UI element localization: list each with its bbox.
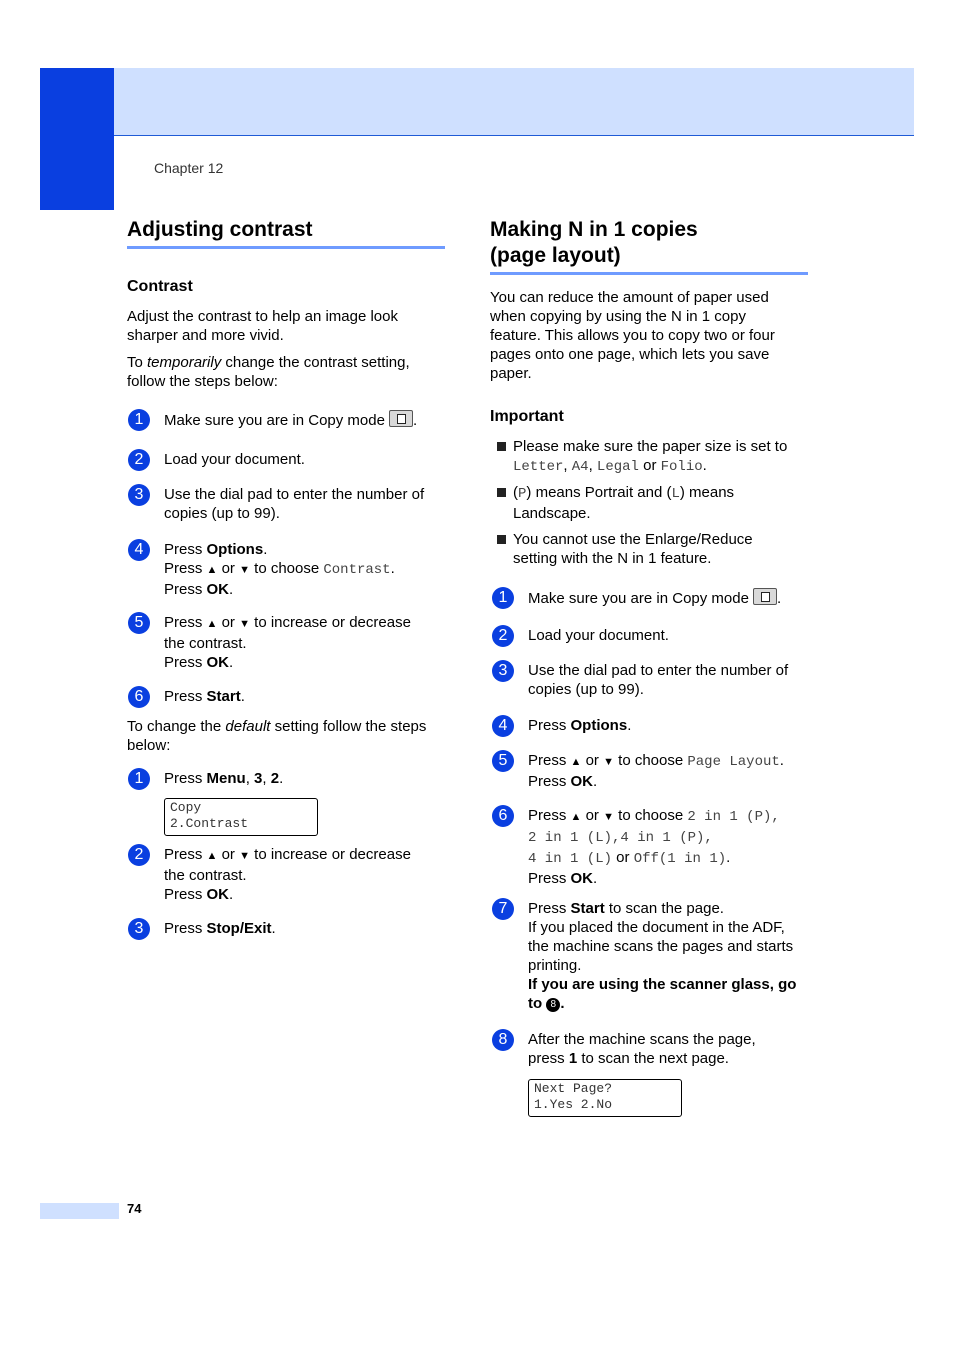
nin1-step-1 [492,587,782,609]
copy-mode-icon [753,588,777,605]
up-arrow-icon: ▲ [206,618,218,630]
up-arrow-icon: ▲ [206,564,218,576]
bullet-square-icon [497,535,506,544]
nin1-step-7 [492,898,797,1012]
down-arrow-icon: ▼ [239,564,250,576]
step-text: Make sure you are in Copy mode . [164,412,418,429]
step-number: 3 [492,660,514,682]
step-text: Press Stop/Exit. [164,920,276,937]
heading-rule [490,272,808,275]
down-arrow-icon: ▼ [239,850,250,862]
step-number: 2 [492,625,514,647]
step-text: Press ▲ or ▼ to choose Page Layout. Press OK. [528,752,784,790]
nin1-step-6 [492,805,780,887]
step-text: Press Start to scan the page. If you placed the document in the ADF, the machine scans the pages and starts printing. If you are using the scanner glass, go to 8 . [528,900,797,1012]
heading-rule [127,246,445,249]
up-arrow-icon: ▲ [570,811,582,823]
step-number: 4 [492,715,514,737]
nin1-step-4 [492,715,632,737]
step-text: Use the dial pad to enter the number of copies (up to 99). [164,486,425,522]
step-6 [128,686,245,708]
step-number: 3 [128,918,150,940]
nin1-step-3 [492,660,789,698]
step-number: 4 [128,539,150,561]
step-8-reference-icon: 8 [546,998,560,1012]
step-text: Press Menu, 3, 2. [164,770,284,787]
temporary-paragraph: To temporarily change the contrast setting, follow the steps below: [127,354,410,390]
step-text: Load your document. [164,451,305,468]
page-number: 74 [127,1201,142,1216]
lcd-display-next-page: Next Page? 1.Yes 2.No [528,1079,682,1117]
step-text: Press ▲ or ▼ to increase or decrease the contrast. Press OK. [164,846,411,903]
header-band [40,68,914,136]
step-number: 6 [492,805,514,827]
down-arrow-icon: ▼ [603,756,614,768]
section-title-line-1: Making N in 1 copies [490,218,698,241]
step-number: 2 [128,449,150,471]
step-2 [128,449,305,471]
chapter-tab [40,68,114,210]
intro-paragraph: Adjust the contrast to help an image look sharper and more vivid. [127,308,398,344]
step-text: Press Start. [164,688,245,705]
default-paragraph: To change the default setting follow the steps below: [127,718,427,754]
default-step-1 [128,768,284,790]
step-text: Make sure you are in Copy mode . [528,590,782,607]
step-text: After the machine scans the page, press 1 to scan the next page. [528,1031,756,1067]
lcd-display-contrast: Copy 2.Contrast [164,798,318,836]
step-number: 2 [128,844,150,866]
step-5 [128,612,411,671]
right-section-heading [490,217,808,275]
step-text: Load your document. [528,627,669,644]
down-arrow-icon: ▼ [603,811,614,823]
up-arrow-icon: ▲ [570,756,582,768]
n-in-1-intro: You can reduce the amount of paper used when copying by using the N in 1 copy feature. This allows you to copy two or four pages onto one page, which lets you save paper. [490,289,775,382]
step-number: 6 [128,686,150,708]
step-number: 1 [128,409,150,431]
step-number: 1 [128,768,150,790]
section-title: Adjusting contrast [127,218,313,241]
step-text: Press ▲ or ▼ to choose 2 in 1 (P), 2 in 1 (L),4 in 1 (P), 4 in 1 (L) or Off(1 in 1). Press OK. [528,807,780,887]
important-heading: Important [490,408,564,425]
left-section-heading [127,217,445,249]
step-text: Press Options. Press ▲ or ▼ to choose Contrast. Press OK. [164,541,395,598]
bullet-square-icon [497,442,506,451]
step-number: 7 [492,898,514,920]
up-arrow-icon: ▲ [206,850,218,862]
step-number: 1 [492,587,514,609]
copy-mode-icon [389,410,413,427]
down-arrow-icon: ▼ [239,618,250,630]
step-number: 3 [128,484,150,506]
chapter-label: Chapter 12 [154,160,224,176]
nin1-step-2 [492,625,669,647]
default-step-2 [128,844,411,903]
bullet-square-icon [497,488,506,497]
subsection-title: Contrast [127,278,193,295]
step-4 [128,539,395,598]
step-number: 5 [492,750,514,772]
default-step-3 [128,918,276,940]
step-1 [128,409,418,431]
step-text: Press ▲ or ▼ to increase or decrease the contrast. Press OK. [164,614,411,671]
step-3 [128,484,425,522]
step-text: Press Options. [528,717,632,734]
nin1-step-8 [492,1029,756,1067]
page-number-bar [40,1203,119,1219]
nin1-step-5 [492,750,784,790]
step-number: 8 [492,1029,514,1051]
section-title-line-2: (page layout) [490,244,621,267]
step-text: Use the dial pad to enter the number of copies (up to 99). [528,662,789,698]
step-number: 5 [128,612,150,634]
